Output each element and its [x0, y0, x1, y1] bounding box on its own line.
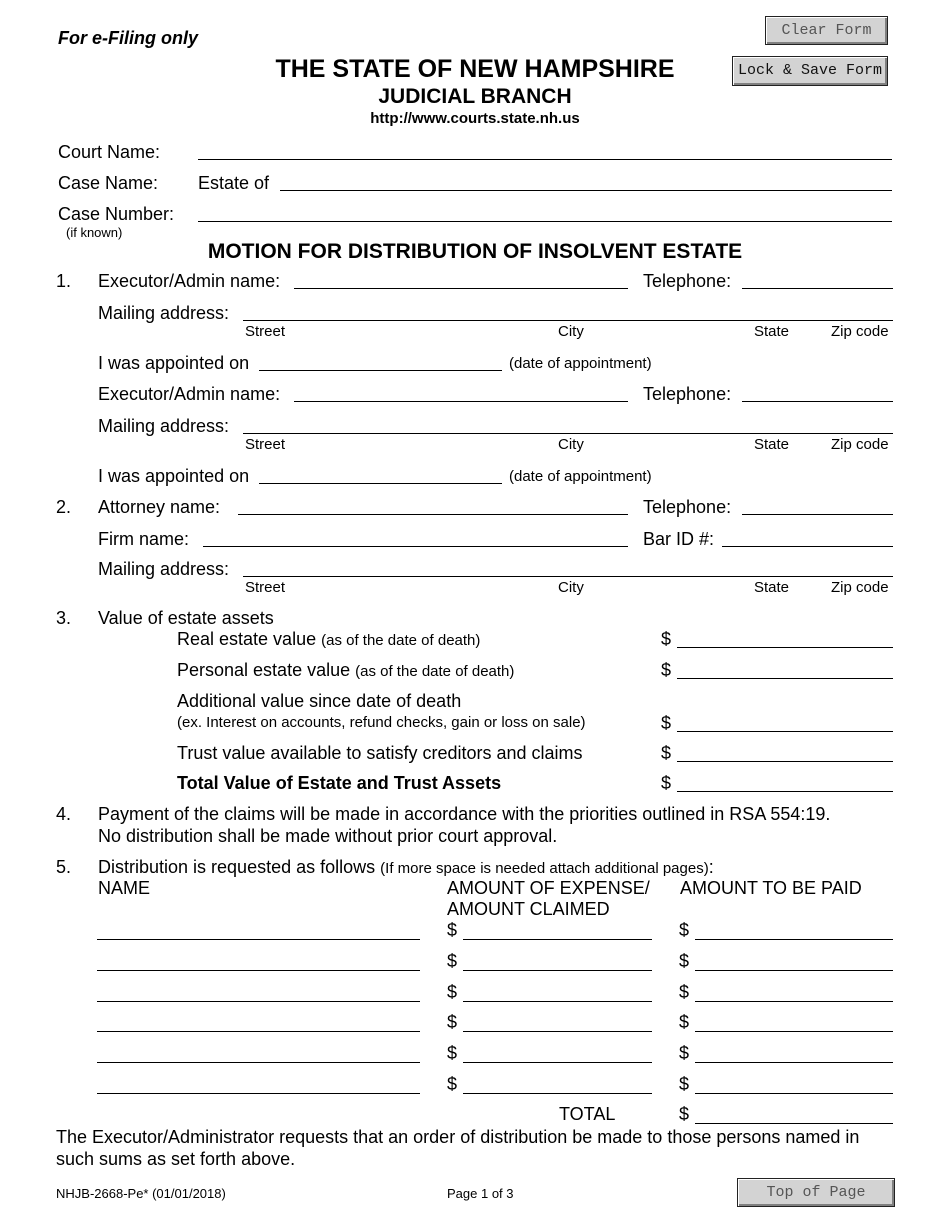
city-1-caption: City: [558, 323, 584, 340]
assets-heading: Value of estate assets: [98, 608, 274, 628]
distribution-heading: Distribution is requested as follows (If more space is needed attach additional pages):: [98, 857, 714, 877]
claimed-dollar-6: $: [447, 1074, 458, 1094]
executor-1-field[interactable]: [294, 288, 628, 289]
clear-form-button[interactable]: Clear Form: [765, 16, 888, 45]
telephone-2-label: Telephone:: [643, 384, 732, 404]
attorney-field[interactable]: [238, 514, 628, 515]
executor-2-label: Executor/Admin name:: [98, 384, 281, 404]
firm-field[interactable]: [203, 546, 628, 547]
distribution-paid-field-3[interactable]: [695, 1001, 893, 1002]
paid-dollar-4: $: [679, 1012, 690, 1032]
case-name-field[interactable]: [280, 190, 892, 191]
claimed-dollar-5: $: [447, 1043, 458, 1063]
distribution-paid-field-2[interactable]: [695, 970, 893, 971]
mailing-1-field[interactable]: [243, 320, 893, 321]
no-distribution-text: No distribution shall be made without prior court approval.: [98, 826, 558, 846]
case-name-label: Case Name:: [58, 173, 159, 193]
distribution-total-dollar: $: [679, 1104, 690, 1124]
appointed-2-field[interactable]: [259, 483, 502, 484]
section-1-number: 1.: [56, 271, 72, 291]
appointed-2-note: (date of appointment): [509, 468, 652, 485]
attorney-mailing-field[interactable]: [243, 576, 893, 577]
personal-estate-dollar: $: [661, 660, 672, 680]
section-5-number: 5.: [56, 857, 72, 877]
real-estate-value-field[interactable]: [677, 647, 893, 648]
estate-of-label: Estate of: [198, 173, 270, 193]
distribution-name-field-2[interactable]: [97, 970, 420, 971]
real-estate-dollar: $: [661, 629, 672, 649]
personal-estate-value-field[interactable]: [677, 678, 893, 679]
distribution-name-field-3[interactable]: [97, 1001, 420, 1002]
attorney-mailing-label: Mailing address:: [98, 559, 230, 579]
zip-2-caption: Zip code: [831, 436, 889, 453]
col-claimed-header-1: AMOUNT OF EXPENSE/: [447, 878, 650, 898]
attorney-telephone-label: Telephone:: [643, 497, 732, 517]
telephone-2-field[interactable]: [742, 401, 893, 402]
distribution-total-field[interactable]: [695, 1123, 893, 1124]
distribution-name-field-6[interactable]: [97, 1093, 420, 1094]
section-2-number: 2.: [56, 497, 72, 517]
city-2-caption: City: [558, 436, 584, 453]
firm-label: Firm name:: [98, 529, 190, 549]
attorney-label: Attorney name:: [98, 497, 221, 517]
distribution-claimed-field-4[interactable]: [463, 1031, 652, 1032]
appointed-1-note: (date of appointment): [509, 355, 652, 372]
court-url: http://www.courts.state.nh.us: [370, 110, 580, 127]
case-number-label: Case Number:: [58, 204, 175, 224]
additional-value-field[interactable]: [677, 731, 893, 732]
additional-value-label: Additional value since date of death: [177, 691, 462, 711]
top-of-page-button[interactable]: Top of Page: [737, 1178, 895, 1207]
trust-value-field[interactable]: [677, 761, 893, 762]
efiling-note: For e-Filing only: [58, 28, 198, 48]
attorney-zip-caption: Zip code: [831, 579, 889, 596]
mailing-2-field[interactable]: [243, 433, 893, 434]
paid-dollar-5: $: [679, 1043, 690, 1063]
case-number-field[interactable]: [198, 221, 892, 222]
section-3-number: 3.: [56, 608, 72, 628]
if-known-note: (if known): [66, 225, 123, 240]
trust-value-dollar: $: [661, 743, 672, 763]
personal-estate-label: Personal estate value (as of the date of death): [177, 660, 515, 680]
distribution-name-field-1[interactable]: [97, 939, 420, 940]
bar-id-field[interactable]: [722, 546, 893, 547]
attorney-city-caption: City: [558, 579, 584, 596]
distribution-paid-field-1[interactable]: [695, 939, 893, 940]
claimed-dollar-3: $: [447, 982, 458, 1002]
state-2-caption: State: [754, 436, 790, 453]
distribution-paid-field-5[interactable]: [695, 1062, 893, 1063]
real-estate-label: Real estate value (as of the date of death): [177, 629, 481, 649]
form-id: NHJB-2668-Pe* (01/01/2018): [56, 1186, 226, 1201]
section-4-number: 4.: [56, 804, 72, 824]
total-assets-field[interactable]: [677, 791, 893, 792]
paid-dollar-2: $: [679, 951, 690, 971]
distribution-claimed-field-3[interactable]: [463, 1001, 652, 1002]
attorney-telephone-field[interactable]: [742, 514, 893, 515]
payment-claims-text: Payment of the claims will be made in accordance with the priorities outlined in RSA 554:19.: [98, 804, 831, 824]
telephone-1-label: Telephone:: [643, 271, 732, 291]
lock-save-form-button[interactable]: Lock & Save Form: [732, 56, 888, 86]
appointed-1-label: I was appointed on: [98, 353, 250, 373]
appointed-1-field[interactable]: [259, 370, 502, 371]
distribution-claimed-field-1[interactable]: [463, 939, 652, 940]
distribution-claimed-field-6[interactable]: [463, 1093, 652, 1094]
distribution-claimed-field-2[interactable]: [463, 970, 652, 971]
bar-id-label: Bar ID #:: [643, 529, 715, 549]
executor-2-field[interactable]: [294, 401, 628, 402]
claimed-dollar-4: $: [447, 1012, 458, 1032]
mailing-2-label: Mailing address:: [98, 416, 230, 436]
mailing-1-label: Mailing address:: [98, 303, 230, 323]
distribution-paid-field-4[interactable]: [695, 1031, 893, 1032]
street-1-caption: Street: [245, 323, 286, 340]
col-paid-header: AMOUNT TO BE PAID: [680, 878, 862, 898]
telephone-1-field[interactable]: [742, 288, 893, 289]
state-title: THE STATE OF NEW HAMPSHIRE: [275, 55, 675, 83]
total-assets-dollar: $: [661, 773, 672, 793]
distribution-total-label: TOTAL: [559, 1104, 616, 1124]
form-title: MOTION FOR DISTRIBUTION OF INSOLVENT ESTATE: [207, 240, 743, 263]
state-1-caption: State: [754, 323, 790, 340]
branch-title: JUDICIAL BRANCH: [378, 85, 572, 108]
total-assets-label: Total Value of Estate and Trust Assets: [177, 773, 502, 793]
col-claimed-header-2: AMOUNT CLAIMED: [447, 899, 610, 919]
attorney-state-caption: State: [754, 579, 790, 596]
paid-dollar-3: $: [679, 982, 690, 1002]
additional-value-note: (ex. Interest on accounts, refund checks, gain or loss on sale): [177, 714, 586, 731]
distribution-paid-field-6[interactable]: [695, 1093, 893, 1094]
distribution-claimed-field-5[interactable]: [463, 1062, 652, 1063]
additional-value-dollar: $: [661, 713, 672, 733]
attorney-street-caption: Street: [245, 579, 286, 596]
claimed-dollar-1: $: [447, 920, 458, 940]
street-2-caption: Street: [245, 436, 286, 453]
distribution-name-field-5[interactable]: [97, 1062, 420, 1063]
col-name-header: NAME: [98, 878, 151, 898]
zip-1-caption: Zip code: [831, 323, 889, 340]
closing-line-1: The Executor/Administrator requests that an order of distribution be made to those persons named in: [56, 1127, 860, 1147]
court-name-field[interactable]: [198, 159, 892, 160]
trust-value-label: Trust value available to satisfy creditors and claims: [177, 743, 583, 763]
paid-dollar-6: $: [679, 1074, 690, 1094]
closing-line-2: such sums as set forth above.: [56, 1149, 296, 1169]
executor-1-label: Executor/Admin name:: [98, 271, 281, 291]
paid-dollar-1: $: [679, 920, 690, 940]
court-name-label: Court Name:: [58, 142, 161, 162]
page-number: Page 1 of 3: [447, 1186, 514, 1201]
claimed-dollar-2: $: [447, 951, 458, 971]
distribution-name-field-4[interactable]: [97, 1031, 420, 1032]
appointed-2-label: I was appointed on: [98, 466, 250, 486]
